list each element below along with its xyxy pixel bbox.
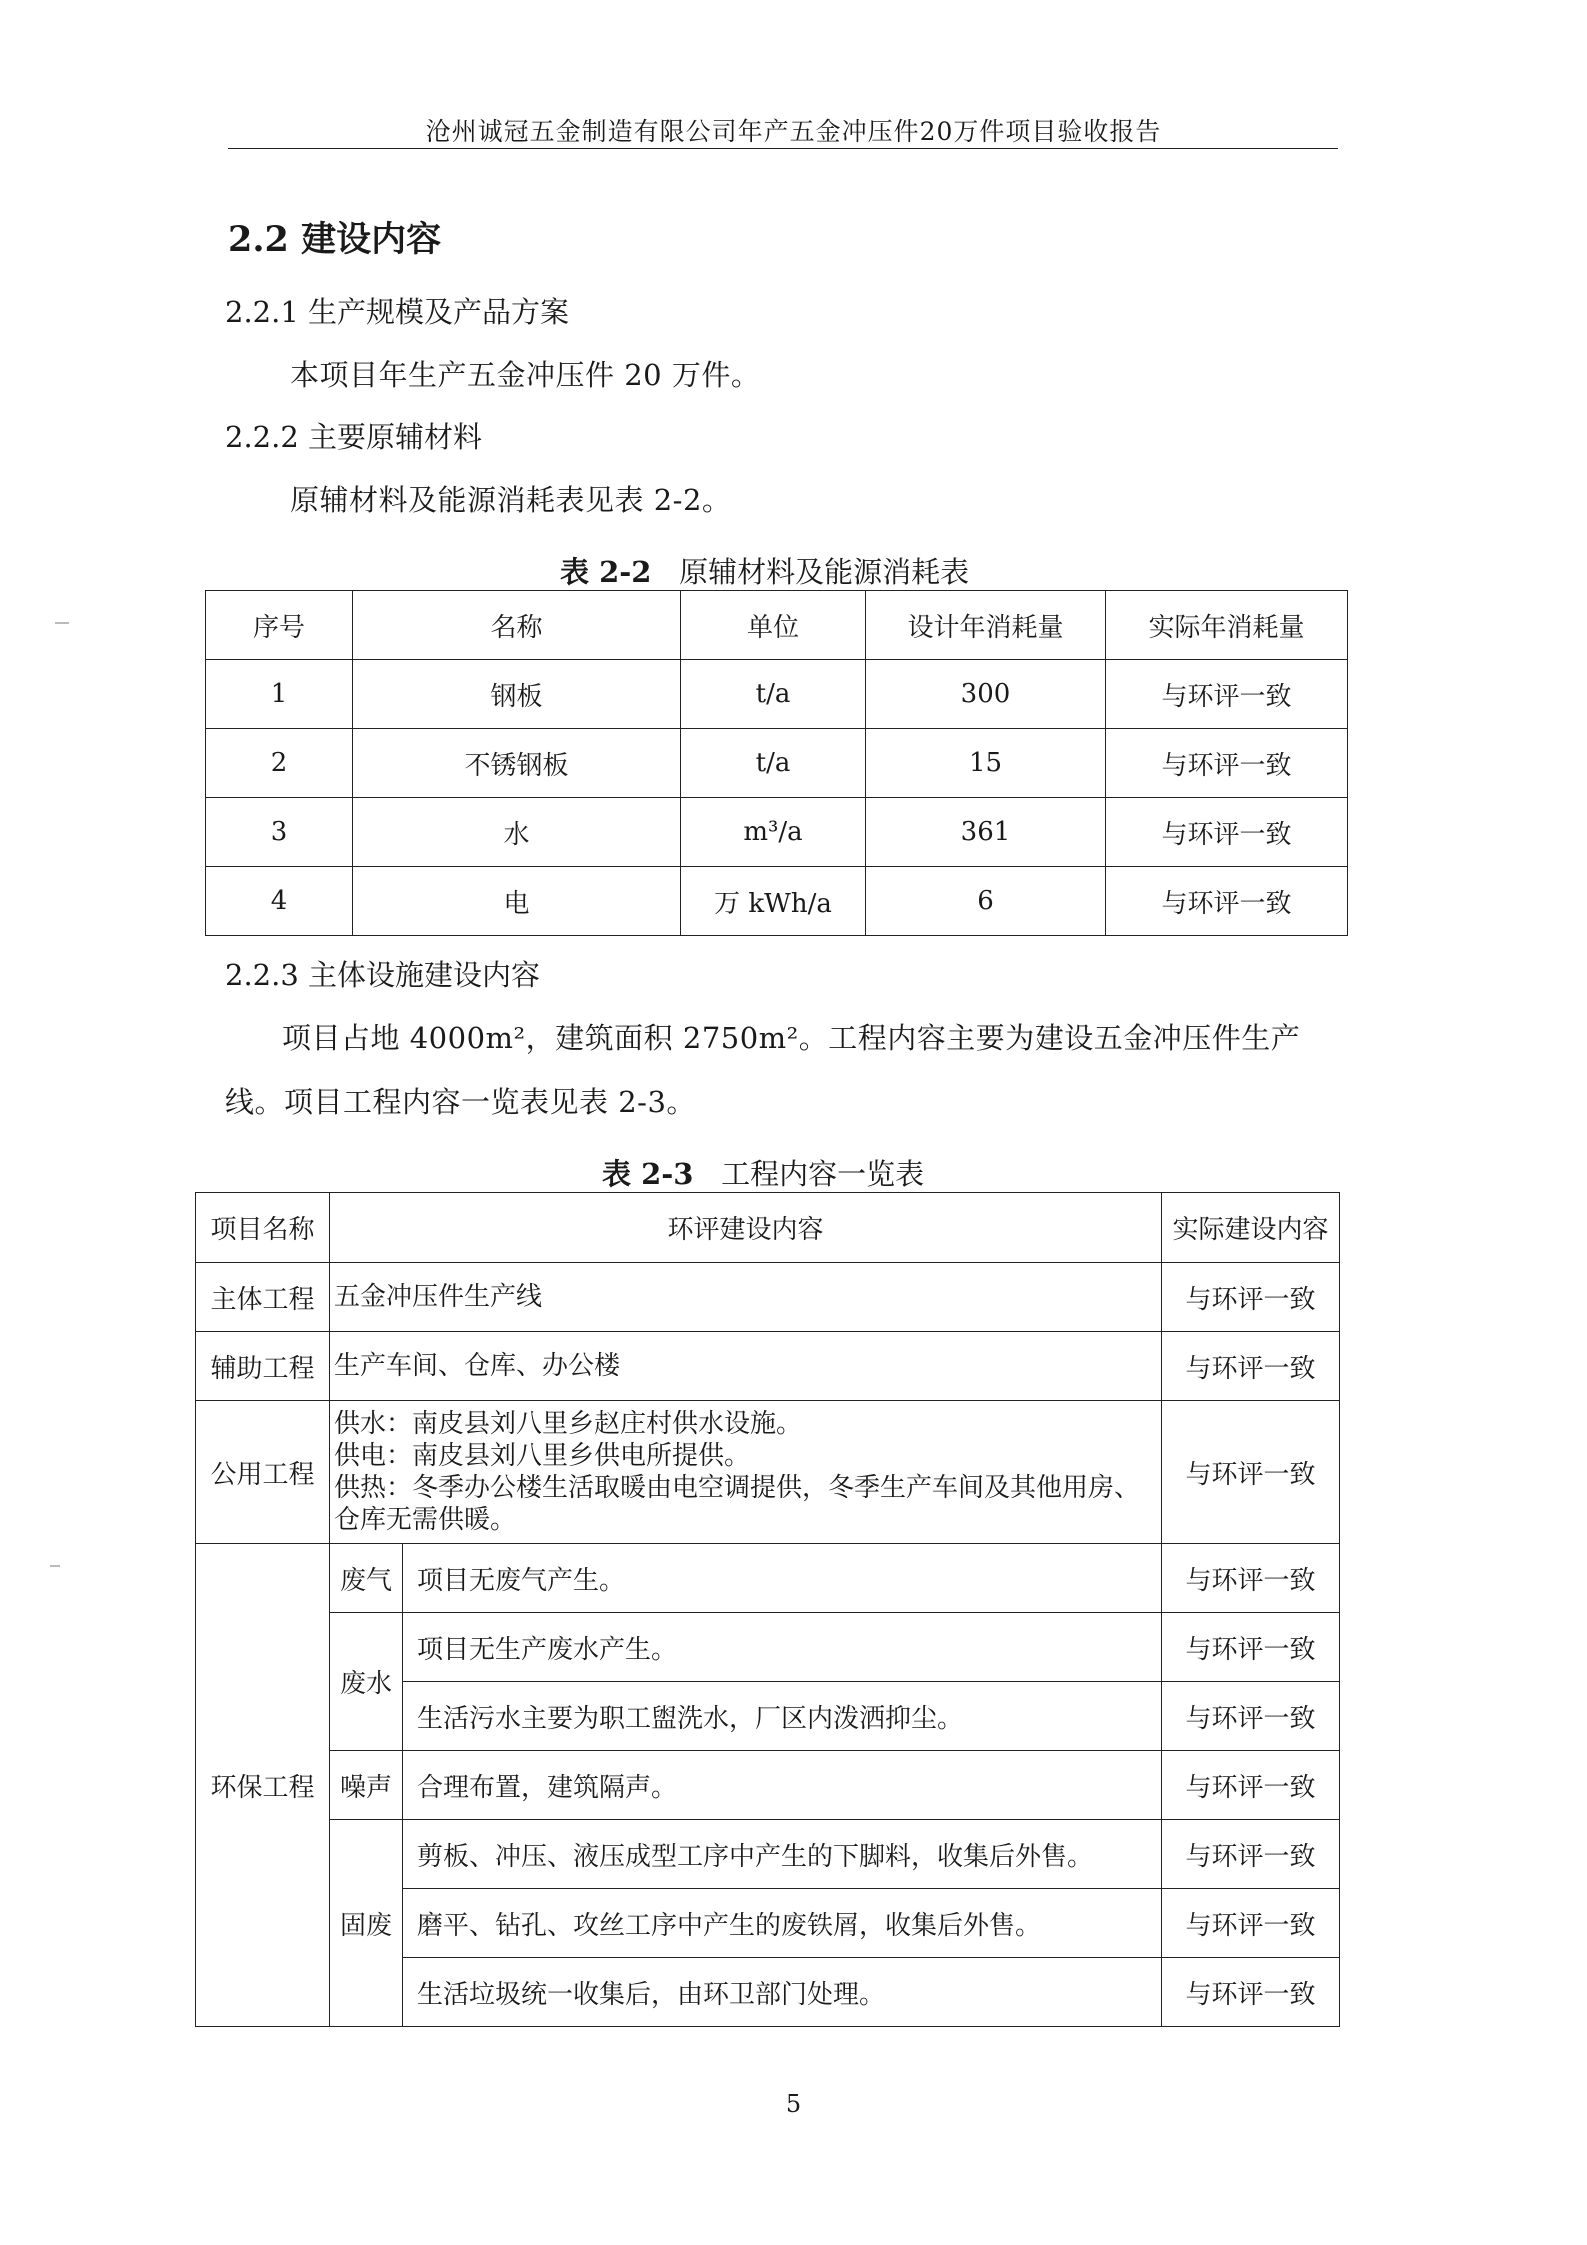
- content-cell: 合理布置，建筑隔声。: [403, 1751, 1162, 1820]
- engineering-table: [195, 1192, 1340, 2027]
- paragraph-221: 本项目年生产五金冲压件 20 万件。: [290, 358, 761, 392]
- paragraph-223-line1: 项目占地 4000m²，建筑面积 2750m²。工程内容主要为建设五金冲压件生产: [282, 1021, 1301, 1055]
- table-cell: 361: [866, 798, 1106, 867]
- content-cell: 剪板、冲压、液压成型工序中产生的下脚料，收集后外售。: [403, 1820, 1162, 1889]
- header-cell: 名称: [353, 591, 681, 660]
- category-cell: 公用工程: [196, 1401, 330, 1544]
- table-cell: 不锈钢板: [353, 729, 681, 798]
- header-cell: 环评建设内容: [330, 1193, 1162, 1263]
- content-cell: 五金冲压件生产线: [330, 1263, 1162, 1332]
- subcategory-cell: 噪声: [330, 1751, 403, 1820]
- actual-cell: 与环评一致: [1162, 1401, 1340, 1544]
- table-cell: m³/a: [681, 798, 866, 867]
- table23-caption-number: 表 2-3: [602, 1157, 694, 1191]
- table-cell: 与环评一致: [1106, 729, 1348, 798]
- subsection-heading-221: 2.2.1 生产规模及产品方案: [225, 295, 570, 329]
- header-rule: [228, 148, 1338, 149]
- actual-cell: 与环评一致: [1162, 1820, 1340, 1889]
- table-row: [196, 1332, 1340, 1401]
- table-cell: 1: [206, 660, 353, 729]
- table-cell: 与环评一致: [1106, 798, 1348, 867]
- category-cell: 辅助工程: [196, 1332, 330, 1401]
- subcategory-cell: 固废: [330, 1820, 403, 2027]
- actual-cell: 与环评一致: [1162, 1958, 1340, 2027]
- table22-caption: [560, 550, 969, 591]
- table-cell: 钢板: [353, 660, 681, 729]
- table-row: [206, 867, 1348, 936]
- table-row: [196, 1544, 1340, 1613]
- table-cell: 与环评一致: [1106, 660, 1348, 729]
- category-cell: 环保工程: [196, 1544, 330, 2027]
- actual-cell: 与环评一致: [1162, 1332, 1340, 1401]
- header-cell: 序号: [206, 591, 353, 660]
- table-cell: 2: [206, 729, 353, 798]
- table-row: [196, 1401, 1340, 1544]
- content-cell: 项目无生产废水产生。: [403, 1613, 1162, 1682]
- table-row: [196, 1751, 1340, 1820]
- page-header: 沧州诚冠五金制造有限公司年产五金冲压件20万件项目验收报告: [425, 117, 1162, 146]
- actual-cell: 与环评一致: [1162, 1889, 1340, 1958]
- subsection-heading-223: 2.2.3 主体设施建设内容: [225, 958, 541, 992]
- table-header-row: [196, 1193, 1340, 1263]
- actual-cell: 与环评一致: [1162, 1544, 1340, 1613]
- content-cell: 生产车间、仓库、办公楼: [330, 1332, 1162, 1401]
- table-cell: 电: [353, 867, 681, 936]
- actual-cell: 与环评一致: [1162, 1263, 1340, 1332]
- subcategory-cell: 废气: [330, 1544, 403, 1613]
- table-cell: 水: [353, 798, 681, 867]
- content-cell: 生活垃圾统一收集后，由环卫部门处理。: [403, 1958, 1162, 2027]
- content-cell: 磨平、钻孔、攻丝工序中产生的废铁屑，收集后外售。: [403, 1889, 1162, 1958]
- table-row: [196, 1613, 1340, 1682]
- section-title: 2.2 建设内容: [228, 219, 442, 260]
- paragraph-222: 原辅材料及能源消耗表见表 2-2。: [290, 483, 732, 517]
- content-line: 供电：南皮县刘八里乡供电所提供。: [334, 1441, 751, 1471]
- table-cell: 万 kWh/a: [681, 867, 866, 936]
- table-cell: 6: [866, 867, 1106, 936]
- content-line: 供热：冬季办公楼生活取暖由电空调提供，冬季生产车间及其他用房、: [334, 1473, 1141, 1503]
- content-cell: 项目无废气产生。: [403, 1544, 1162, 1613]
- table23-caption: [602, 1152, 924, 1193]
- paragraph-223-line2: 线。项目工程内容一览表见表 2-3。: [225, 1085, 696, 1119]
- content-cell: 生活污水主要为职工盥洗水，厂区内泼洒抑尘。: [403, 1682, 1162, 1751]
- table22-caption-title: 原辅材料及能源消耗表: [679, 555, 970, 589]
- subsection-heading-222: 2.2.2 主要原辅材料: [225, 420, 483, 454]
- scan-mark: [55, 622, 69, 624]
- table-row: [206, 798, 1348, 867]
- content-line: 仓库无需供暖。: [334, 1505, 517, 1535]
- content-cell: [330, 1401, 1162, 1544]
- table-cell: 与环评一致: [1106, 867, 1348, 936]
- table-cell: t/a: [681, 660, 866, 729]
- actual-cell: 与环评一致: [1162, 1751, 1340, 1820]
- table23-caption-title: 工程内容一览表: [721, 1157, 925, 1191]
- table-cell: 15: [866, 729, 1106, 798]
- actual-cell: 与环评一致: [1162, 1682, 1340, 1751]
- table-header-row: [206, 591, 1348, 660]
- table-row: [196, 1263, 1340, 1332]
- table-cell: 3: [206, 798, 353, 867]
- header-cell: 单位: [681, 591, 866, 660]
- header-cell: 项目名称: [196, 1193, 330, 1263]
- table-row: [206, 729, 1348, 798]
- header-cell: 实际建设内容: [1162, 1193, 1340, 1263]
- table-cell: t/a: [681, 729, 866, 798]
- content-line: 供水：南皮县刘八里乡赵庄村供水设施。: [334, 1409, 803, 1439]
- page-number: 5: [785, 2090, 802, 2118]
- category-cell: 主体工程: [196, 1263, 330, 1332]
- table22-caption-number: 表 2-2: [560, 555, 652, 589]
- table-row: [196, 1820, 1340, 1889]
- scan-mark: [50, 1565, 60, 1567]
- header-cell: 设计年消耗量: [866, 591, 1106, 660]
- table-cell: 300: [866, 660, 1106, 729]
- subcategory-cell: 废水: [330, 1613, 403, 1751]
- header-cell: 实际年消耗量: [1106, 591, 1348, 660]
- table-cell: 4: [206, 867, 353, 936]
- materials-table: [205, 590, 1348, 936]
- table-row: [206, 660, 1348, 729]
- actual-cell: 与环评一致: [1162, 1613, 1340, 1682]
